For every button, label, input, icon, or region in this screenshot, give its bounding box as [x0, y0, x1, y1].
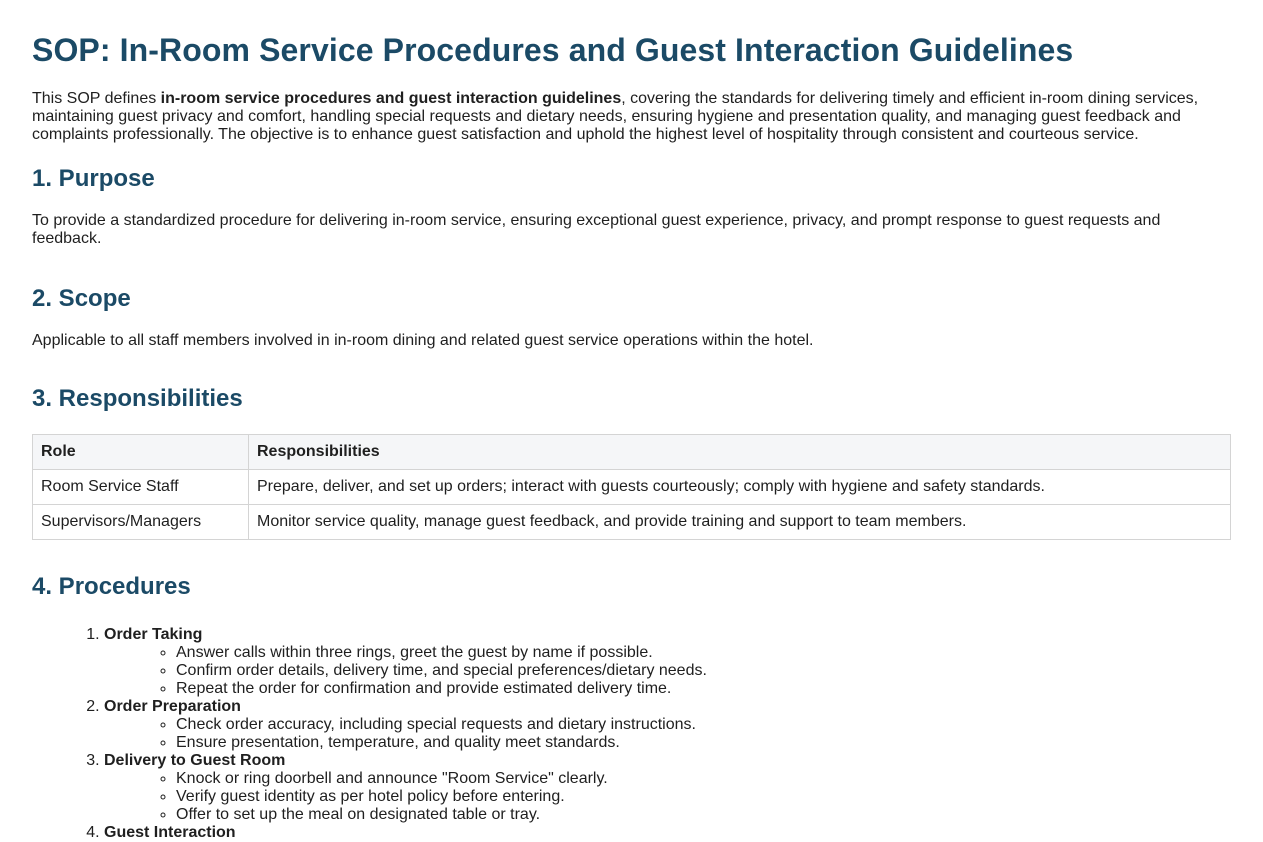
role-cell: Supervisors/Managers	[33, 505, 249, 540]
page-title: SOP: In-Room Service Procedures and Guest Interaction Guidelines	[32, 32, 1074, 68]
list-item: ◦ Knock or ring doorbell and announce "Room Service" clearly.	[176, 770, 1231, 788]
procedure-step	[104, 626, 1231, 698]
procedures-heading: 4. Procedures	[32, 573, 191, 600]
procedure-steps-list	[32, 626, 1231, 842]
table-row	[33, 470, 1231, 505]
purpose-text: To provide a standardized procedure for delivering in-room service, ensuring exceptional guest experience, privacy, and prompt response to guest requests and feedback.	[32, 212, 1161, 247]
list-item: ◦ Repeat the order for confirmation and provide estimated delivery time.	[176, 680, 1231, 698]
role-cell: Room Service Staff	[33, 470, 249, 505]
responsibilities-heading: 3. Responsibilities	[32, 385, 243, 412]
intro-paragraph	[32, 90, 1212, 144]
responsibility-cell: Monitor service quality, manage guest feedback, and provide training and support to team members.	[249, 505, 1231, 540]
list-item: ◦ Confirm order details, delivery time, and special preferences/dietary needs.	[176, 662, 1231, 680]
intro-suffix: , covering the standards for delivering timely and efficient in-room dining services, maintaining guest privacy and comfort, handling special requests and dietary needs, ensuring hygiene and presentation quality, and managing guest feedback and complaints professionally. The objective is to enhance guest satisfaction and uphold the highest level of hospitality through consistent and courteous service.	[32, 90, 1199, 143]
scope-heading: 2. Scope	[32, 285, 131, 312]
step-substeps	[104, 770, 1231, 824]
intro-prefix: This SOP defines	[32, 90, 161, 107]
list-item: ◦ Check order accuracy, including special requests and dietary instructions.	[176, 716, 1231, 734]
list-item: ◦ Offer to set up the meal on designated table or tray.	[176, 806, 1231, 824]
intro-bold-text: in-room service procedures and guest interaction guidelines	[160, 90, 622, 107]
step-title: Delivery to Guest Room	[104, 752, 286, 769]
step-title: Order Preparation	[104, 698, 241, 715]
column-header-responsibilities: Responsibilities	[249, 435, 1231, 470]
list-item: ◦ Answer calls within three rings, greet the guest by name if possible.	[176, 644, 1231, 662]
list-item: ◦ Verify guest identity as per hotel policy before entering.	[176, 788, 1231, 806]
table-header-row	[33, 435, 1231, 470]
responsibility-cell: Prepare, deliver, and set up orders; interact with guests courteously; comply with hygiene and safety standards.	[249, 470, 1231, 505]
step-substeps	[104, 716, 1231, 752]
procedure-step	[104, 752, 1231, 824]
responsibilities-table	[32, 434, 1231, 540]
list-item: ◦ Ensure presentation, temperature, and quality meet standards.	[176, 734, 1231, 752]
table-row	[33, 505, 1231, 540]
step-title: Order Taking	[104, 626, 203, 643]
column-header-role: Role	[33, 435, 249, 470]
step-substeps	[104, 644, 1231, 698]
step-title: Guest Interaction	[104, 824, 236, 841]
procedure-step	[104, 698, 1231, 752]
scope-text: Applicable to all staff members involved in in-room dining and related guest service operations within the hotel.	[32, 332, 814, 349]
procedure-step	[104, 824, 1231, 842]
purpose-heading: 1. Purpose	[32, 165, 155, 192]
